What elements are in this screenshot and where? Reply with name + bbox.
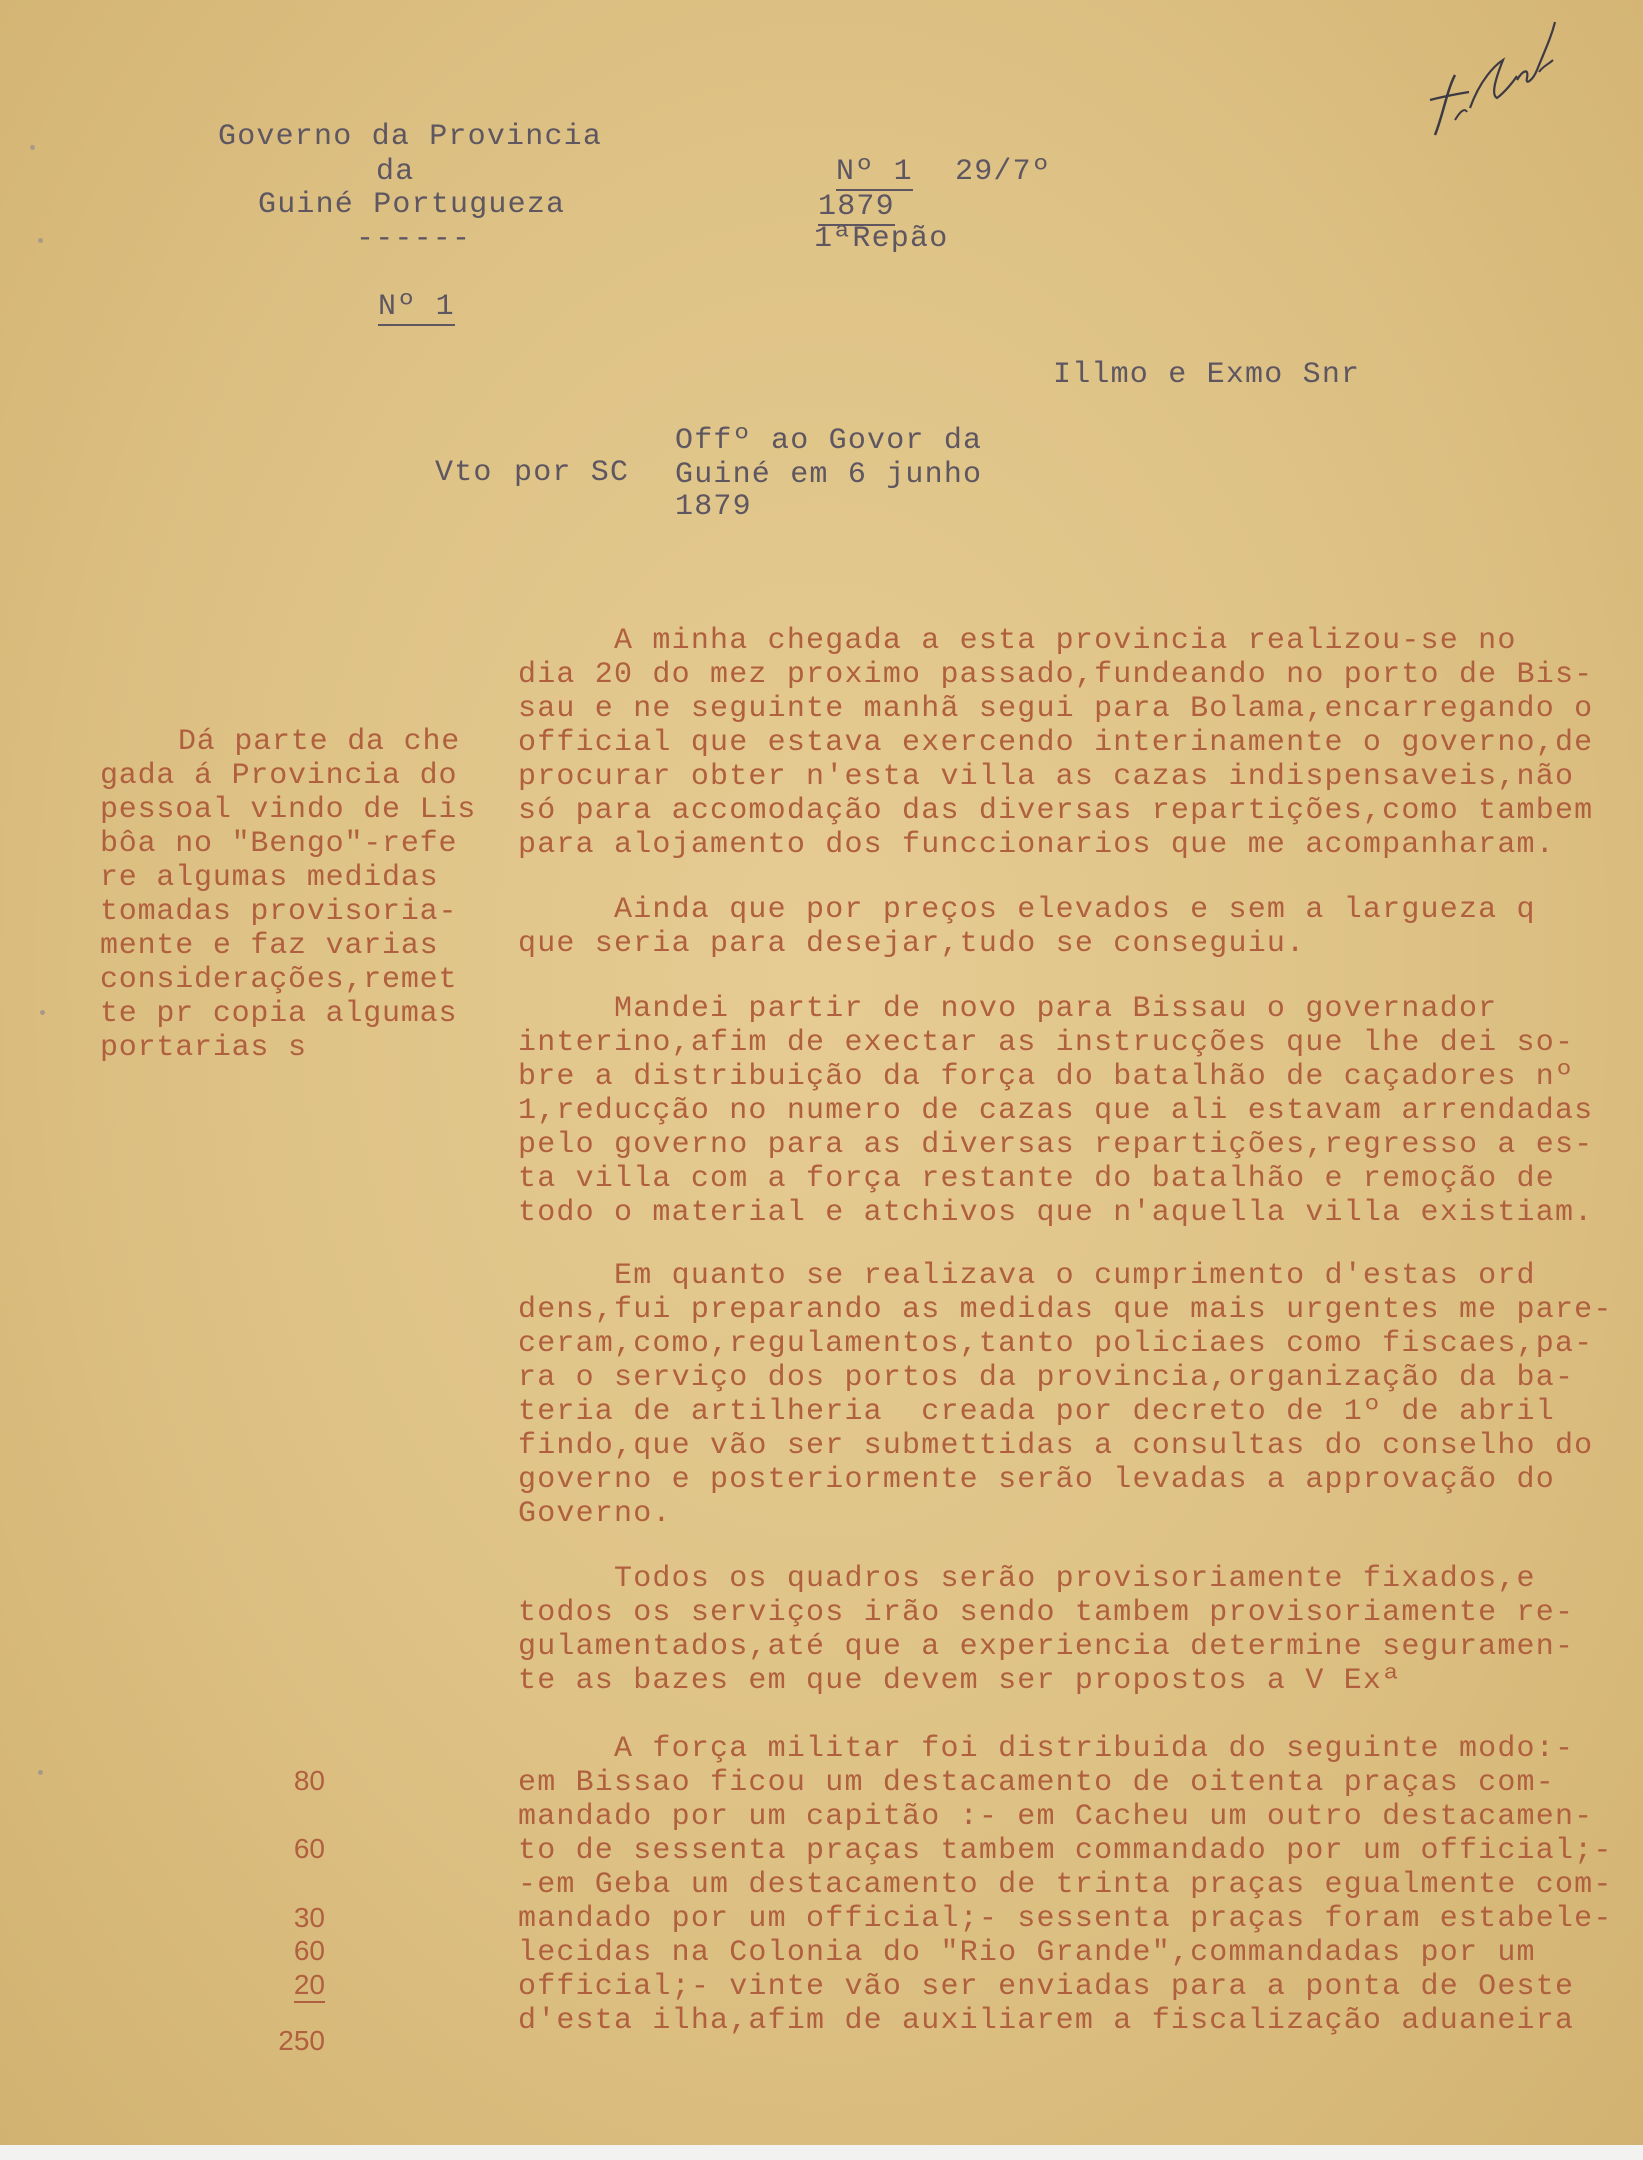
paragraph-line: te as bazes em que devem ser propostos a V Exª: [518, 1664, 1402, 1698]
margin-summary-line: gada á Provincia do: [100, 759, 458, 793]
paragraph-line: mandado por um capitão :- em Cacheu um outro destacamen-: [518, 1800, 1594, 1834]
margin-summary-line: considerações,remet: [100, 963, 458, 997]
paragraph-line: para alojamento dos funccionarios que me acompanharam.: [518, 828, 1555, 862]
paragraph-line: teria de artilheria creada por decreto de 1º de abril: [518, 1395, 1555, 1429]
govt-line-1: Governo da Provincia: [218, 120, 603, 154]
paragraph-line: -em Geba um destacamento de trinta praças egualmente com-: [518, 1868, 1613, 1902]
govt-line-2: da: [376, 155, 415, 189]
punch-mark: [38, 1770, 43, 1775]
tally-value: 60: [293, 1935, 325, 1966]
paragraph-line: ra o serviço dos portos da provincia,organização da ba-: [518, 1361, 1575, 1395]
note-vto: Vto: [435, 456, 493, 490]
note-line-2: Guiné em 6 junho: [675, 458, 983, 492]
note-por-sc: por SC: [514, 456, 630, 490]
paragraph-line: dia 20 do mez proximo passado,fundeando no porto de Bis-: [518, 658, 1594, 692]
paragraph-line: Todos os quadros serão provisoriamente fixados,e: [518, 1562, 1536, 1596]
paragraph-line: em Bissao ficou um destacamento de oitenta praças com-: [518, 1766, 1555, 1800]
margin-summary-line: bôa no "Bengo"-refe: [100, 827, 458, 861]
govt-line-3: Guiné Portugueza: [258, 188, 566, 222]
govt-rule: ------: [356, 222, 472, 256]
salutation: Illmo e Exmo Snr: [1053, 358, 1361, 392]
punch-mark: [30, 145, 35, 150]
punch-mark: [40, 1010, 45, 1015]
handwritten-initials: [1425, 20, 1575, 170]
margin-summary-line: portarias s: [100, 1031, 307, 1065]
paragraph-line: Mandei partir de novo para Bissau o governador: [518, 992, 1498, 1026]
paragraph-line: official;- vinte vão ser enviadas para a ponta de Oeste: [518, 1970, 1575, 2004]
paragraph-line: Governo.: [518, 1497, 672, 1531]
document-number: Nº 1: [378, 290, 455, 324]
reference-year: 1879: [818, 190, 895, 224]
paragraph-line: gulamentados,até que a experiencia determine seguramen-: [518, 1630, 1575, 1664]
punch-mark: [38, 238, 43, 243]
paragraph-line: sau e ne seguinte manhã segui para Bolama,encarregando o: [518, 692, 1594, 726]
note-line-3: 1879: [675, 490, 752, 524]
page-bottom-edge: [0, 2145, 1643, 2160]
paragraph-line: lecidas na Colonia do "Rio Grande",commandadas por um: [518, 1936, 1536, 1970]
paragraph-line: procurar obter n'esta villa as cazas indispensaveis,não: [518, 760, 1575, 794]
paragraph-line: todos os serviços irão sendo tambem provisoriamente re-: [518, 1596, 1575, 1630]
paragraph-line: pelo governo para as diversas repartições,regresso a es-: [518, 1128, 1594, 1162]
paragraph-arrival: [518, 624, 1628, 862]
paragraph-measures: [518, 1259, 1628, 1531]
paragraph-line: A força militar foi distribuida do seguinte modo:-: [518, 1732, 1575, 1766]
paragraph-line: dens,fui preparando as medidas que mais urgentes me pare-: [518, 1293, 1613, 1327]
margin-summary-line: te pr copia algumas: [100, 997, 458, 1031]
paragraph-line: d'esta ilha,afim de auxiliarem a fiscalização aduaneira: [518, 2004, 1575, 2038]
margin-summary-line: re algumas medidas: [100, 861, 439, 895]
tally-total: 250: [278, 2025, 325, 2056]
paragraph-line: mandado por um official;- sessenta praças foram estabele-: [518, 1902, 1613, 1936]
paragraph-line: Em quanto se realizava o cumprimento d'estas ord: [518, 1259, 1536, 1293]
paragraph-military-force: [518, 1732, 1628, 2038]
margin-summary-line: Dá parte da che: [178, 725, 461, 759]
reference-date: 29/7º: [955, 155, 1052, 189]
tally-value: 20: [294, 1969, 325, 2003]
paragraph-line: todo o material e atchivos que n'aquella villa existiam.: [518, 1196, 1594, 1230]
paragraph-line: interino,afim de exectar as instrucções que lhe dei so-: [518, 1026, 1575, 1060]
tally-value: 80: [293, 1765, 325, 1796]
paragraph-line: bre a distribuição da força do batalhão de caçadores nº: [518, 1060, 1575, 1094]
paragraph-line: 1,reducção no numero de cazas que ali estavam arrendadas: [518, 1094, 1594, 1128]
margin-summary-line: mente e faz varias: [100, 929, 439, 963]
paragraph-line: ceram,como,regulamentos,tanto policiaes como fiscaes,pa-: [518, 1327, 1594, 1361]
paragraph-line: só para accomodação das diversas repartições,como tambem: [518, 794, 1594, 828]
paragraph-line: to de sessenta praças tambem commandado por um official;-: [518, 1834, 1613, 1868]
note-line-1: Offº ao Govor da: [675, 424, 983, 458]
reference-department: 1ªRepão: [814, 222, 949, 256]
reference-number: Nº 1: [836, 155, 913, 189]
paragraph-line: governo e posteriormente serão levadas a approvação do: [518, 1463, 1555, 1497]
paragraph-line: ta villa com a força restante do batalhão e remoção de: [518, 1162, 1555, 1196]
margin-summary-line: pessoal vindo de Lis: [100, 793, 477, 827]
paragraph-line: A minha chegada a esta provincia realizou-se no: [518, 624, 1517, 658]
paragraph-line: que seria para desejar,tudo se conseguiu.: [518, 927, 1306, 961]
tally-value: 30: [293, 1902, 325, 1933]
margin-summary: [100, 725, 476, 1065]
paragraph-line: official que estava exercendo interinamente o governo,de: [518, 726, 1594, 760]
margin-summary-line: tomadas provisoria-: [100, 895, 458, 929]
tally-value: 60: [293, 1833, 325, 1864]
paragraph-orders: [518, 992, 1628, 1230]
paragraph-prices: [518, 893, 1628, 961]
paragraph-line: Ainda que por preços elevados e sem a largueza q: [518, 893, 1536, 927]
paragraph-line: findo,que vão ser submettidas a consultas do conselho do: [518, 1429, 1594, 1463]
paragraph-staffing: [518, 1562, 1628, 1698]
